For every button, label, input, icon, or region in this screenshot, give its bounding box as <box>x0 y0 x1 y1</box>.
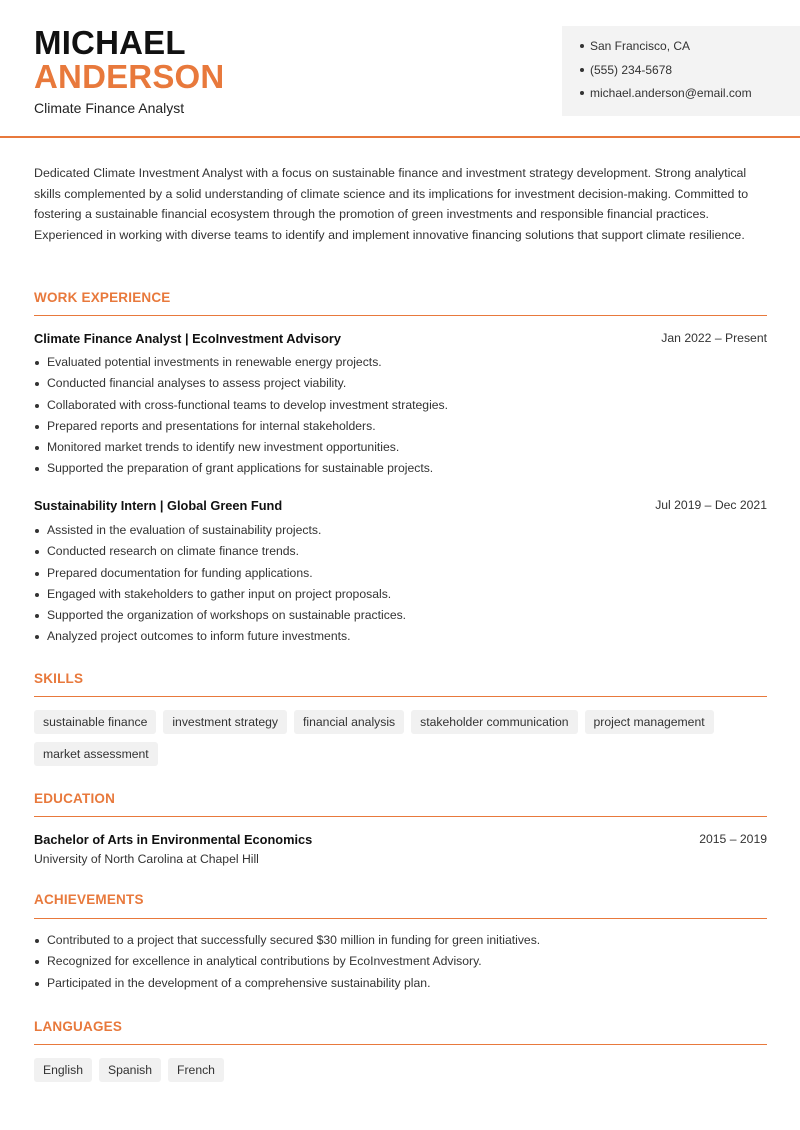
list-item: Contributed to a project that successfully secured $30 million in funding for green initiatives. <box>34 930 754 951</box>
professional-summary: Dedicated Climate Investment Analyst with a focus on sustainable finance and investment strategy development. Strong analytical skills complemented by a solid understanding of climate science and its implications for investment decision-making. Committed to fostering a sustainable financial ecosystem through the promotion of green investments and responsible financial practices. Experienced in working with diverse teams to identify and implement innovative financing solutions that support climate resilience. <box>34 166 749 242</box>
school-name: University of North Carolina at Chapel Hill <box>34 852 259 866</box>
skill-chip: sustainable finance <box>34 710 156 734</box>
contact-location: San Francisco, CA <box>580 37 800 61</box>
list-item: Conducted research on climate finance trends. <box>34 541 754 562</box>
section-title-achievements: ACHIEVEMENTS <box>34 892 144 907</box>
degree-title: Bachelor of Arts in Environmental Economics <box>34 832 313 847</box>
job-date: Jul 2019 – Dec 2021 <box>655 498 767 512</box>
first-name: MICHAEL <box>34 24 186 61</box>
list-item: Evaluated potential investments in renewable energy projects. <box>34 352 754 373</box>
contact-phone: (555) 234-5678 <box>580 61 800 85</box>
list-item: Participated in the development of a comprehensive sustainability plan. <box>34 973 754 994</box>
achievements-list <box>34 930 754 994</box>
list-item: Recognized for excellence in analytical contributions by EcoInvestment Advisory. <box>34 951 754 972</box>
list-item: Supported the organization of workshops on sustainable practices. <box>34 605 754 626</box>
list-item: Prepared reports and presentations for internal stakeholders. <box>34 416 754 437</box>
job-role: Climate Finance Analyst <box>34 100 185 116</box>
section-title-skills: SKILLS <box>34 671 84 686</box>
list-item: Collaborated with cross-functional teams to develop investment strategies. <box>34 395 754 416</box>
list-item: Engaged with stakeholders to gather input on project proposals. <box>34 584 754 605</box>
skill-chip: stakeholder communication <box>411 710 577 734</box>
skills-list <box>34 710 774 766</box>
job-title: Sustainability Intern | Global Green Fund <box>34 498 283 513</box>
section-divider <box>34 1044 767 1045</box>
language-chip: Spanish <box>99 1058 161 1082</box>
language-chip: French <box>168 1058 224 1082</box>
job-bullets <box>34 352 754 480</box>
job-title: Climate Finance Analyst | EcoInvestment Advisory <box>34 331 342 346</box>
list-item: Prepared documentation for funding applications. <box>34 563 754 584</box>
section-divider <box>34 918 767 919</box>
section-title-work: WORK EXPERIENCE <box>34 290 171 305</box>
contact-box <box>562 26 800 116</box>
section-divider <box>34 696 767 697</box>
skill-chip: financial analysis <box>294 710 404 734</box>
list-item: Conducted financial analyses to assess project viability. <box>34 373 754 394</box>
languages-list <box>34 1058 774 1082</box>
education-date: 2015 – 2019 <box>699 832 767 846</box>
section-divider <box>34 816 767 817</box>
list-item: Monitored market trends to identify new investment opportunities. <box>34 437 754 458</box>
contact-list <box>562 26 800 108</box>
list-item: Assisted in the evaluation of sustainability projects. <box>34 520 754 541</box>
contact-email[interactable]: michael.anderson@email.com <box>580 84 800 108</box>
list-item: Supported the preparation of grant applications for sustainable projects. <box>34 458 754 479</box>
section-divider <box>34 315 767 316</box>
job-bullets <box>34 520 754 648</box>
skill-chip: market assessment <box>34 742 158 766</box>
last-name: ANDERSON <box>34 58 225 95</box>
resume-header <box>0 0 800 138</box>
section-title-languages: LANGUAGES <box>34 1019 123 1034</box>
section-title-education: EDUCATION <box>34 791 116 806</box>
list-item: Analyzed project outcomes to inform future investments. <box>34 626 754 647</box>
skill-chip: investment strategy <box>163 710 287 734</box>
candidate-name <box>34 26 224 93</box>
job-date: Jan 2022 – Present <box>661 331 767 345</box>
skill-chip: project management <box>585 710 714 734</box>
language-chip: English <box>34 1058 92 1082</box>
